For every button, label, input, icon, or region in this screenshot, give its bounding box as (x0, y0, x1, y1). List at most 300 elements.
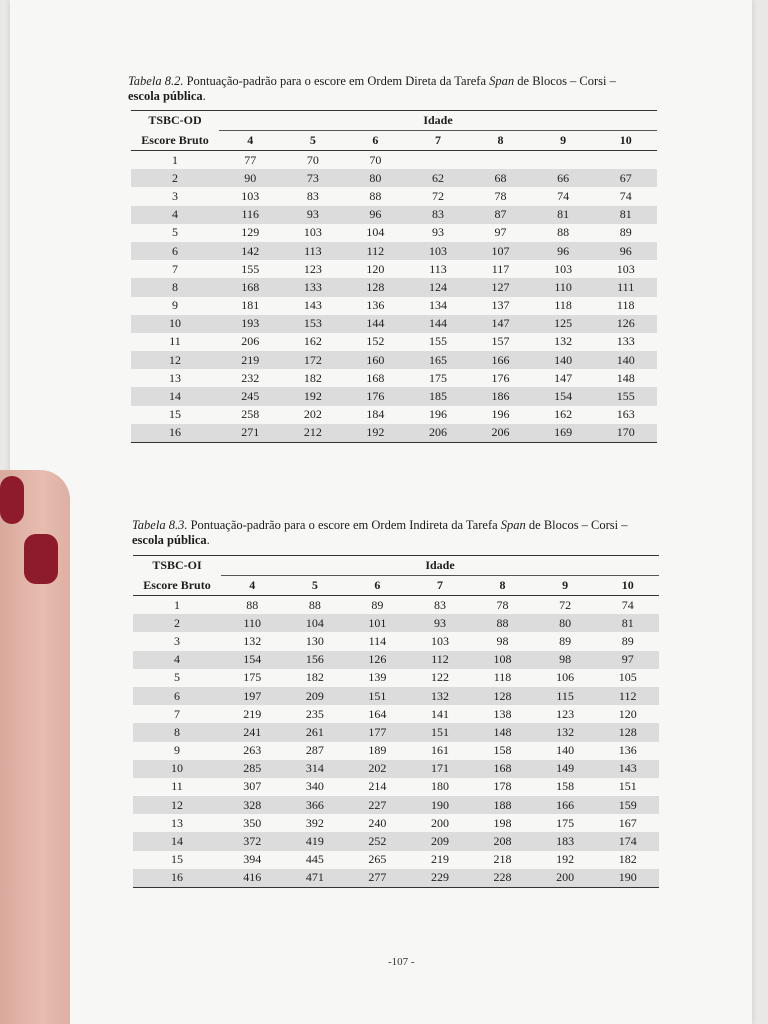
standard-score-cell: 123 (556, 706, 575, 721)
raw-score-cell: 14 (133, 832, 221, 850)
raw-score-cell: 8 (131, 278, 219, 296)
table2-row-header: Escore Bruto (133, 576, 221, 596)
standard-score-cell: 117 (491, 261, 510, 276)
standard-score-cell: 170 (594, 424, 657, 443)
table-row (133, 796, 659, 814)
standard-score-cell: 350 (243, 815, 262, 830)
table-row (131, 169, 657, 187)
standard-score-cell: 132 (409, 687, 472, 705)
standard-score-cell: 177 (346, 723, 409, 741)
standard-score-cell: 111 (594, 278, 657, 296)
table2-caption-label: Tabela 8.3. (132, 518, 188, 532)
table-row (131, 406, 657, 424)
raw-score-cell: 2 (131, 169, 219, 187)
standard-score-cell: 96 (344, 206, 407, 224)
standard-score-cell: 209 (284, 687, 347, 705)
standard-score-cell: 80 (344, 169, 407, 187)
table1-col-header: 5 (282, 131, 345, 151)
standard-score-cell: 139 (368, 670, 387, 685)
standard-score-cell: 83 (407, 206, 470, 224)
standard-score-cell: 110 (532, 278, 595, 296)
table-row (133, 760, 659, 778)
raw-score-cell: 6 (133, 687, 221, 705)
table-row (133, 705, 659, 723)
raw-score-cell: 13 (171, 815, 183, 830)
raw-score-cell: 2 (133, 614, 221, 632)
standard-score-cell: 219 (430, 852, 449, 867)
standard-score-cell: 143 (303, 298, 322, 313)
standard-score-cell: 151 (409, 723, 472, 741)
raw-score-cell: 10 (133, 760, 221, 778)
standard-score-cell: 72 (559, 597, 572, 612)
book-page (10, 0, 752, 1024)
standard-score-cell: 118 (554, 298, 572, 313)
standard-score-cell: 188 (471, 796, 534, 814)
standard-score-cell: 196 (428, 407, 447, 422)
standard-score-cell: 258 (241, 407, 260, 422)
standard-score-cell: 112 (409, 651, 472, 669)
standard-score-cell: 118 (616, 298, 635, 313)
standard-score-cell: 132 (243, 633, 262, 648)
standard-score-cell: 155 (241, 261, 260, 276)
standard-score-cell: 394 (243, 852, 262, 867)
table2-caption-text-after: de Blocos – Corsi – (525, 518, 628, 532)
standard-score-cell: 392 (305, 815, 324, 830)
standard-score-cell: 192 (344, 424, 407, 443)
standard-score-cell: 169 (532, 424, 595, 443)
standard-score-cell: 133 (616, 334, 635, 349)
standard-score-cell: 122 (430, 670, 449, 685)
raw-score-cell: 1 (172, 152, 178, 167)
standard-score-cell: 168 (366, 370, 385, 385)
standard-score-cell: 241 (221, 723, 284, 741)
standard-score-cell: 214 (368, 779, 387, 794)
standard-score-cell: 245 (219, 387, 282, 405)
standard-score-cell (594, 151, 657, 170)
standard-score-cell: 235 (305, 706, 324, 721)
standard-score-cell: 103 (430, 633, 449, 648)
raw-score-cell: 7 (172, 261, 178, 276)
standard-score-cell: 151 (346, 687, 409, 705)
standard-score-cell: 162 (554, 407, 573, 422)
standard-score-cell: 123 (303, 261, 322, 276)
standard-score-cell: 153 (282, 315, 345, 333)
standard-score-cell: 168 (471, 760, 534, 778)
standard-score-cell: 263 (243, 743, 262, 758)
standard-score-cell: 103 (303, 225, 322, 240)
standard-score-cell: 72 (431, 188, 444, 203)
table1-idade-label: Idade (219, 111, 657, 131)
table-row (133, 851, 659, 869)
table1-col-header: 10 (594, 131, 657, 151)
standard-score-cell: 103 (407, 242, 470, 260)
raw-score-cell: 10 (131, 315, 219, 333)
standard-score-cell: 77 (244, 152, 257, 167)
table1-caption-end: . (202, 89, 206, 103)
standard-score-cell: 70 (306, 152, 319, 167)
raw-score-cell: 9 (172, 298, 178, 313)
standard-score-cell: 74 (619, 188, 632, 203)
raw-score-cell: 3 (174, 633, 180, 648)
standard-score-cell: 132 (534, 723, 597, 741)
table-row (133, 723, 659, 741)
standard-score-cell: 419 (284, 832, 347, 850)
table-row (131, 224, 657, 242)
table-row (131, 260, 657, 278)
standard-score-cell (407, 151, 470, 170)
standard-score-cell: 137 (491, 298, 510, 313)
standard-score-cell: 138 (493, 706, 512, 721)
table2-test-label: TSBC-OI (133, 556, 221, 576)
standard-score-cell: 285 (221, 760, 284, 778)
standard-score-cell: 81 (532, 206, 595, 224)
standard-score-cell: 174 (596, 832, 659, 850)
standard-score-cell: 154 (221, 651, 284, 669)
standard-score-cell: 160 (344, 351, 407, 369)
standard-score-cell: 158 (493, 743, 512, 758)
table1-caption-line2: escola pública (128, 89, 203, 103)
table-row (131, 424, 657, 443)
standard-score-cell: 68 (469, 169, 532, 187)
standard-score-cell: 184 (366, 407, 385, 422)
standard-score-cell: 116 (219, 206, 282, 224)
standard-score-cell: 88 (308, 597, 321, 612)
standard-score-cell: 93 (409, 614, 472, 632)
raw-score-cell: 3 (172, 188, 178, 203)
standard-score-cell: 128 (596, 723, 659, 741)
standard-score-cell: 185 (407, 387, 470, 405)
raw-score-cell: 16 (133, 869, 221, 888)
standard-score-cell: 183 (534, 832, 597, 850)
standard-score-cell (469, 151, 532, 170)
standard-score-cell: 206 (407, 424, 470, 443)
standard-score-cell: 200 (430, 815, 449, 830)
standard-score-cell: 190 (596, 869, 659, 888)
standard-score-cell: 88 (246, 597, 259, 612)
standard-score-cell: 196 (491, 407, 510, 422)
table-row (133, 614, 659, 632)
standard-score-cell: 287 (305, 743, 324, 758)
table1-caption (128, 74, 668, 104)
raw-score-cell: 16 (131, 424, 219, 443)
standard-score-cell: 128 (344, 278, 407, 296)
standard-score-cell: 152 (366, 334, 385, 349)
table2-caption-line2: escola pública (132, 533, 207, 547)
table2-caption-span: Span (500, 518, 526, 532)
standard-score-cell: 219 (243, 706, 262, 721)
standard-score-cell: 161 (430, 743, 449, 758)
standard-score-cell: 136 (366, 298, 385, 313)
raw-score-cell: 4 (131, 206, 219, 224)
table1-col-header: 8 (469, 131, 532, 151)
standard-score-cell: 176 (344, 387, 407, 405)
table-row (131, 242, 657, 260)
standard-score-cell: 104 (284, 614, 347, 632)
table2-col-header: 10 (596, 576, 659, 596)
table-row (133, 869, 659, 888)
table-row (133, 814, 659, 832)
standard-score-cell: 88 (471, 614, 534, 632)
standard-score-cell: 206 (469, 424, 532, 443)
standard-score-cell: 93 (431, 225, 444, 240)
standard-score-cell: 328 (221, 796, 284, 814)
standard-score-cell: 163 (616, 407, 635, 422)
table2-caption-text: Pontuação-padrão para o escore em Ordem Indireta da Tarefa (187, 518, 501, 532)
standard-score-cell: 149 (534, 760, 597, 778)
standard-score-cell: 96 (594, 242, 657, 260)
standard-score-cell: 124 (407, 278, 470, 296)
standard-score-cell: 162 (303, 334, 322, 349)
standard-score-cell: 189 (368, 743, 387, 758)
standard-score-cell: 180 (430, 779, 449, 794)
standard-score-cell: 67 (594, 169, 657, 187)
standard-score-cell: 129 (241, 225, 260, 240)
standard-score-cell: 103 (554, 261, 573, 276)
standard-score-cell: 98 (496, 633, 509, 648)
standard-score-cell: 366 (284, 796, 347, 814)
standard-score-cell: 143 (596, 760, 659, 778)
standard-score-cell: 104 (366, 225, 385, 240)
standard-score-cell: 113 (429, 261, 447, 276)
table-row (133, 687, 659, 705)
standard-score-cell: 228 (471, 869, 534, 888)
standard-score-cell: 97 (494, 225, 507, 240)
table1-caption-text-after: de Blocos – Corsi – (514, 74, 616, 88)
table-row (133, 651, 659, 669)
standard-score-cell: 182 (305, 670, 324, 685)
standard-score-cell: 110 (221, 614, 284, 632)
standard-score-cell: 89 (559, 633, 572, 648)
standard-score-cell: 108 (471, 651, 534, 669)
standard-score-cell: 151 (618, 779, 637, 794)
standard-score-cell: 114 (368, 633, 387, 648)
standard-score-cell: 165 (407, 351, 470, 369)
table1-od (131, 110, 657, 443)
standard-score-cell: 112 (344, 242, 407, 260)
table-row (133, 778, 659, 796)
raw-score-cell: 1 (174, 597, 180, 612)
table2-oi (133, 555, 659, 888)
standard-score-cell: 88 (557, 225, 570, 240)
table1-caption-span: Span (489, 74, 515, 88)
standard-score-cell: 175 (556, 815, 575, 830)
standard-score-cell: 140 (532, 351, 595, 369)
standard-score-cell: 208 (471, 832, 534, 850)
table2-col-header: 8 (471, 576, 534, 596)
standard-score-cell: 197 (221, 687, 284, 705)
standard-score-cell: 158 (556, 779, 575, 794)
standard-score-cell: 144 (344, 315, 407, 333)
table-row (131, 278, 657, 296)
standard-score-cell: 166 (534, 796, 597, 814)
standard-score-cell: 265 (368, 852, 387, 867)
standard-score-cell: 115 (534, 687, 597, 705)
standard-score-cell: 190 (409, 796, 472, 814)
standard-score-cell: 126 (346, 651, 409, 669)
standard-score-cell: 128 (471, 687, 534, 705)
raw-score-cell: 11 (169, 334, 181, 349)
raw-score-cell: 6 (131, 242, 219, 260)
standard-score-cell: 112 (596, 687, 659, 705)
standard-score-cell: 105 (618, 670, 637, 685)
standard-score-cell: 97 (596, 651, 659, 669)
standard-score-cell: 126 (594, 315, 657, 333)
standard-score-cell: 178 (493, 779, 512, 794)
raw-score-cell: 12 (131, 351, 219, 369)
standard-score-cell: 113 (282, 242, 345, 260)
standard-score-cell: 133 (282, 278, 345, 296)
standard-score-cell: 229 (409, 869, 472, 888)
standard-score-cell: 175 (428, 370, 447, 385)
standard-score-cell: 202 (303, 407, 322, 422)
standard-score-cell: 314 (284, 760, 347, 778)
table1-col-header: 6 (344, 131, 407, 151)
standard-score-cell: 209 (409, 832, 472, 850)
standard-score-cell: 118 (493, 670, 512, 685)
standard-score-cell: 172 (282, 351, 345, 369)
standard-score-cell: 120 (618, 706, 637, 721)
standard-score-cell: 218 (493, 852, 512, 867)
standard-score-cell: 89 (621, 633, 634, 648)
standard-score-cell: 74 (557, 188, 570, 203)
standard-score-cell: 471 (284, 869, 347, 888)
table-row (131, 206, 657, 224)
standard-score-cell: 87 (469, 206, 532, 224)
standard-score-cell: 93 (282, 206, 345, 224)
table1-col-header: 9 (532, 131, 595, 151)
standard-score-cell: 232 (241, 370, 260, 385)
standard-score-cell: 155 (594, 387, 657, 405)
table-row (133, 742, 659, 760)
standard-score-cell: 155 (428, 334, 447, 349)
table-row (131, 297, 657, 315)
standard-score-cell: 120 (366, 261, 385, 276)
standard-score-cell: 271 (219, 424, 282, 443)
standard-score-cell: 107 (469, 242, 532, 260)
standard-score-cell: 154 (532, 387, 595, 405)
table2-col-header: 7 (409, 576, 472, 596)
standard-score-cell: 83 (433, 597, 446, 612)
standard-score-cell: 89 (371, 597, 384, 612)
standard-score-cell: 96 (532, 242, 595, 260)
raw-score-cell: 14 (131, 387, 219, 405)
standard-score-cell: 445 (305, 852, 324, 867)
standard-score-cell: 88 (369, 188, 382, 203)
table-row (133, 596, 659, 615)
standard-score-cell: 156 (284, 651, 347, 669)
table2-col-header: 4 (221, 576, 284, 596)
standard-score-cell: 66 (532, 169, 595, 187)
standard-score-cell: 148 (471, 723, 534, 741)
standard-score-cell: 62 (407, 169, 470, 187)
table-row (131, 315, 657, 333)
standard-score-cell: 140 (556, 743, 575, 758)
standard-score-cell: 144 (407, 315, 470, 333)
standard-score-cell: 81 (594, 206, 657, 224)
table-row (133, 632, 659, 650)
raw-score-cell: 11 (171, 779, 183, 794)
standard-score-cell: 182 (618, 852, 637, 867)
standard-score-cell: 176 (491, 370, 510, 385)
standard-score-cell (532, 151, 595, 170)
standard-score-cell: 192 (556, 852, 575, 867)
table1-col-header: 7 (407, 131, 470, 151)
standard-score-cell: 80 (534, 614, 597, 632)
table1-caption-text: Pontuação-padrão para o escore em Ordem Direta da Tarefa (183, 74, 490, 88)
standard-score-cell: 181 (241, 298, 260, 313)
standard-score-cell: 227 (346, 796, 409, 814)
raw-score-cell: 5 (172, 225, 178, 240)
fingernail-top (0, 476, 24, 524)
standard-score-cell: 372 (221, 832, 284, 850)
table-row (131, 333, 657, 351)
standard-score-cell: 141 (430, 706, 449, 721)
standard-score-cell: 186 (469, 387, 532, 405)
standard-score-cell: 103 (241, 188, 260, 203)
standard-score-cell: 171 (409, 760, 472, 778)
table-row (133, 832, 659, 850)
table-row (131, 387, 657, 405)
standard-score-cell: 78 (496, 597, 509, 612)
standard-score-cell: 175 (243, 670, 262, 685)
raw-score-cell: 5 (174, 670, 180, 685)
standard-score-cell: 159 (596, 796, 659, 814)
standard-score-cell: 157 (491, 334, 510, 349)
standard-score-cell: 73 (282, 169, 345, 187)
standard-score-cell: 90 (219, 169, 282, 187)
raw-score-cell: 4 (133, 651, 221, 669)
table2-col-header: 9 (534, 576, 597, 596)
table-row (133, 669, 659, 687)
table1-row-header: Escore Bruto (131, 131, 219, 151)
standard-score-cell: 416 (221, 869, 284, 888)
table-row (131, 351, 657, 369)
standard-score-cell: 127 (469, 278, 532, 296)
standard-score-cell: 140 (594, 351, 657, 369)
standard-score-cell: 261 (284, 723, 347, 741)
standard-score-cell: 340 (305, 779, 324, 794)
standard-score-cell: 219 (219, 351, 282, 369)
standard-score-cell: 142 (219, 242, 282, 260)
standard-score-cell: 83 (306, 188, 319, 203)
standard-score-cell: 103 (616, 261, 635, 276)
standard-score-cell: 148 (616, 370, 635, 385)
standard-score-cell: 125 (532, 315, 595, 333)
table1-col-header: 4 (219, 131, 282, 151)
table-row (131, 369, 657, 387)
standard-score-cell: 167 (618, 815, 637, 830)
standard-score-cell: 182 (303, 370, 322, 385)
standard-score-cell: 78 (494, 188, 507, 203)
table2-caption-end: . (206, 533, 210, 547)
standard-score-cell: 166 (469, 351, 532, 369)
standard-score-cell: 136 (618, 743, 637, 758)
standard-score-cell: 307 (243, 779, 262, 794)
standard-score-cell: 132 (554, 334, 573, 349)
standard-score-cell: 168 (219, 278, 282, 296)
table-row (131, 151, 657, 170)
standard-score-cell: 252 (346, 832, 409, 850)
table2-col-header: 6 (346, 576, 409, 596)
standard-score-cell: 200 (534, 869, 597, 888)
table2-caption (132, 518, 672, 548)
standard-score-cell: 106 (556, 670, 575, 685)
standard-score-cell: 98 (534, 651, 597, 669)
standard-score-cell: 147 (469, 315, 532, 333)
standard-score-cell: 193 (219, 315, 282, 333)
table1-test-label: TSBC-OD (131, 111, 219, 131)
raw-score-cell: 15 (171, 852, 183, 867)
